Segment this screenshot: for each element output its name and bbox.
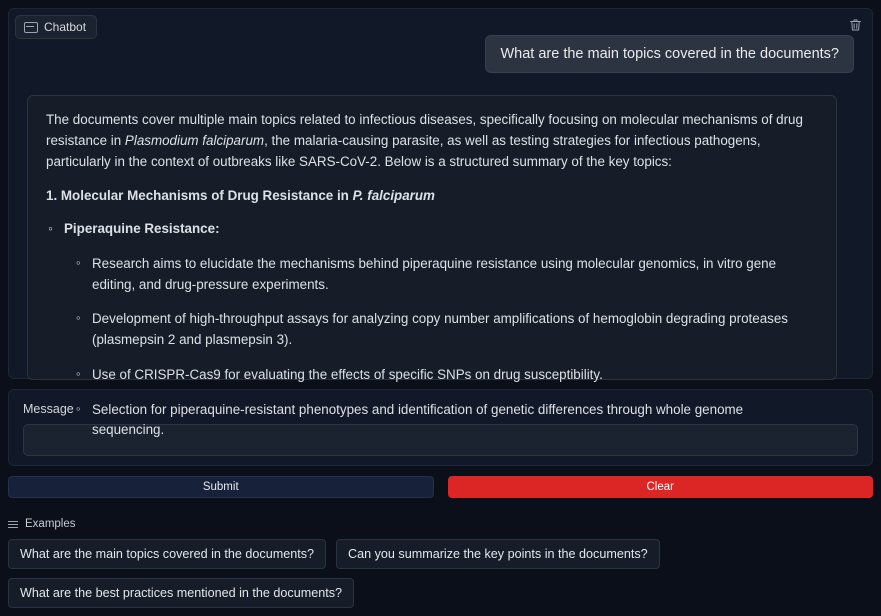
examples-header[interactable] xyxy=(8,518,873,530)
examples-row xyxy=(8,578,873,608)
bot-heading-part-1: 1. Molecular Mechanisms of Drug Resistance in xyxy=(46,188,353,204)
chat-icon xyxy=(24,22,38,33)
bot-bullet: ◦ Development of high-throughput assays for analyzing copy number amplifications of hemoglobin degrading proteases (plasmepsin 2 and plasmepsin 3). xyxy=(46,309,818,351)
bot-section-heading xyxy=(46,186,818,207)
chatbot-tab-label: Chatbot xyxy=(44,20,87,34)
bot-intro-species: Plasmodium falciparum xyxy=(124,132,265,148)
example-chip[interactable]: What are the best practices mentioned in the documents? xyxy=(8,578,354,608)
submit-button[interactable]: Submit xyxy=(8,476,434,498)
list-icon xyxy=(8,521,18,528)
bot-intro-paragraph xyxy=(46,110,818,172)
user-message-row xyxy=(27,35,854,73)
examples-list xyxy=(8,539,873,608)
examples-row xyxy=(8,539,873,569)
bot-bullet: ◦ Research aims to elucidate the mechanisms behind piperaquine resistance using molecular genomics, in vitro gene editing, and drug-pressure experiments. xyxy=(46,254,818,296)
clear-conversation-button[interactable] xyxy=(846,16,864,34)
bot-intro-part-2: , the malaria-causing parasite, as well as testing strategies for infectious pathogens, particularly in the context of outbreaks like SARS-CoV-2. Below is a structured summary of the key topics: xyxy=(46,132,761,169)
bot-heading-species: P. falciparum xyxy=(352,188,435,204)
user-message-bubble: What are the main topics covered in the documents? xyxy=(485,35,854,73)
action-button-row xyxy=(8,476,873,498)
message-label: Message xyxy=(23,402,74,416)
example-chip[interactable]: Can you summarize the key points in the documents? xyxy=(336,539,660,569)
examples-label: Examples xyxy=(25,518,76,530)
bot-intro-part-1: The documents cover multiple main topics related to infectious diseases, specifically focusing on molecular mechanisms of drug resistance in xyxy=(46,112,803,148)
example-chip[interactable]: What are the main topics covered in the documents? xyxy=(8,539,326,569)
bot-subheading: ◦ Piperaquine Resistance: xyxy=(46,219,818,240)
chatbot-tab[interactable] xyxy=(15,15,97,39)
bot-bullet: ◦ Use of CRISPR-Cas9 for evaluating the effects of specific SNPs on drug susceptibility. xyxy=(46,365,818,386)
trash-icon xyxy=(849,18,862,32)
clear-button[interactable]: Clear xyxy=(448,476,874,498)
bot-bullet: ◦ Selection for piperaquine-resistant phenotypes and identification of genetic differences through whole genome sequencing. xyxy=(46,400,818,442)
